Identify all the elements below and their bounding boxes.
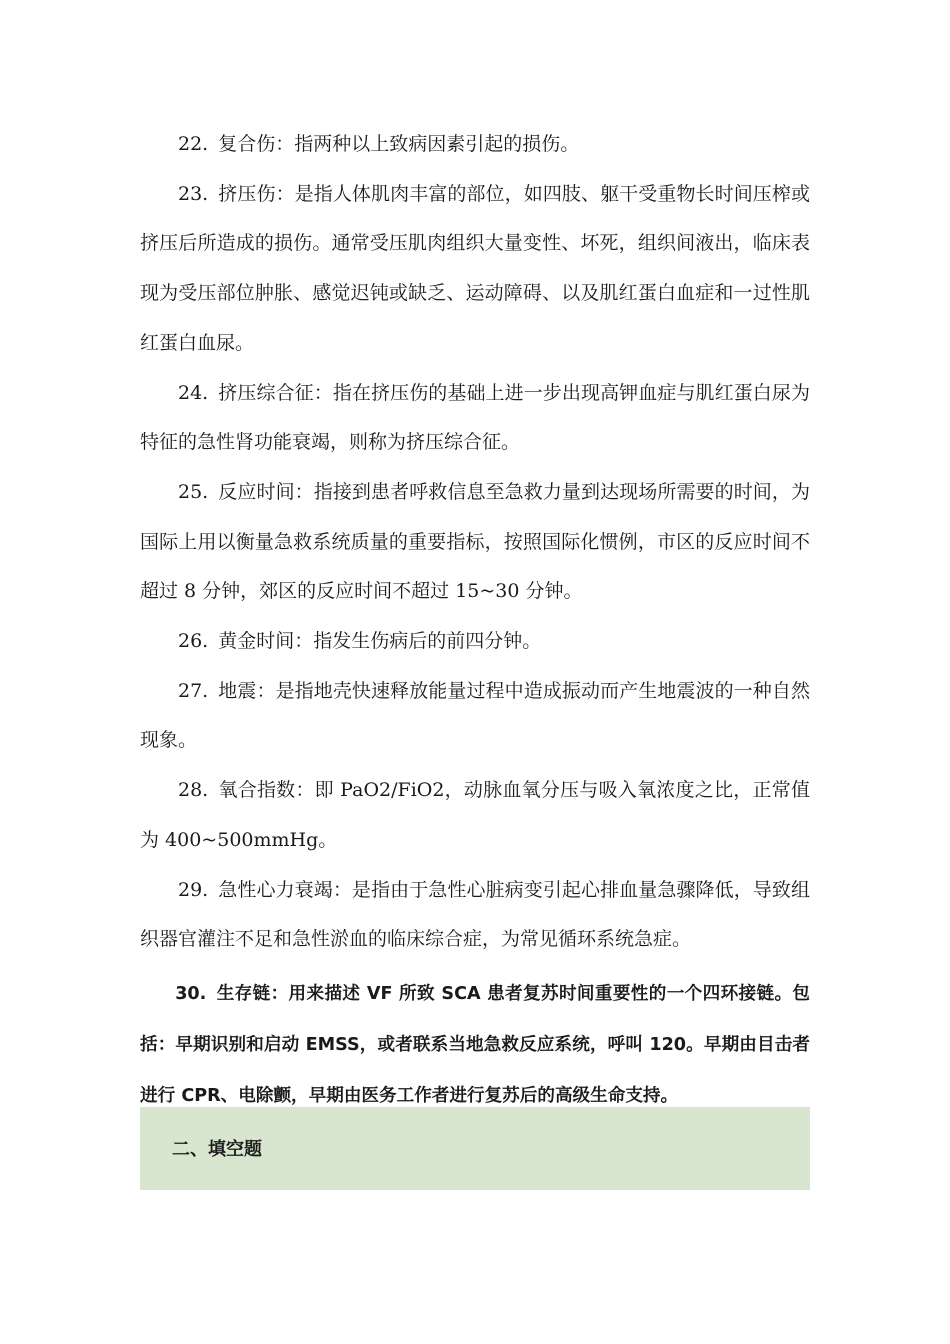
item-text: 复合伤：指两种以上致病因素引起的损伤。 bbox=[218, 133, 580, 155]
item-text: 挤压综合征：指在挤压伤的基础上进一步出现高钾血症与肌红蛋白尿为特征的急性肾功能衰竭，则称为挤压综合征。 bbox=[140, 381, 810, 454]
definition-item-22 bbox=[140, 120, 810, 170]
item-text: 黄金时间：指发生伤病后的前四分钟。 bbox=[218, 630, 542, 653]
definition-item-23 bbox=[140, 170, 810, 369]
definition-item-25 bbox=[140, 468, 810, 617]
item-number: 28. bbox=[178, 779, 209, 802]
item-text: 地震：是指地壳快速释放能量过程中造成振动而产生地震波的一种自然现象。 bbox=[140, 679, 810, 752]
section-header-band bbox=[140, 1107, 810, 1190]
item-text: 生存链：用来描述 VF 所致 SCA 患者复苏时间重要性的一个四环接链。包括：早期识别和启动 EMSS，或者联系当地急救反应系统，呼叫 120。早期由目击者进行 CPR、电除颤，早期由医务工作者进行复苏后的高级生命支持。 bbox=[140, 983, 810, 1106]
document-body bbox=[140, 120, 810, 1122]
item-number: 25. bbox=[178, 480, 209, 503]
item-text: 氧合指数：即 PaO2/FiO2，动脉血氧分压与吸入氧浓度之比，正常值为 400~500mmHg。 bbox=[140, 779, 810, 851]
item-number: 24. bbox=[178, 381, 209, 404]
item-number: 26. bbox=[178, 630, 209, 653]
definition-item-29 bbox=[140, 866, 810, 965]
item-text: 挤压伤：是指人体肌肉丰富的部位，如四肢、躯干受重物长时间压榨或挤压后所造成的损伤。通常受压肌肉组织大量变性、坏死，组织间液出，临床表现为受压部位肿胀、感觉迟钝或缺乏、运动障碍、以及肌红蛋白血症和一过性肌红蛋白血尿。 bbox=[140, 182, 810, 354]
item-text: 急性心力衰竭：是指由于急性心脏病变引起心排血量急骤降低，导致组织器官灌注不足和急性淤血的临床综合症，为常见循环系统急症。 bbox=[140, 878, 810, 951]
item-number: 30. bbox=[175, 983, 207, 1004]
section-heading: 二、填空题 bbox=[172, 1139, 262, 1160]
item-number: 23. bbox=[178, 182, 209, 205]
definition-item-26 bbox=[140, 617, 810, 667]
item-number: 27. bbox=[178, 679, 209, 702]
item-number: 22. bbox=[178, 133, 209, 155]
definition-item-28 bbox=[140, 766, 810, 865]
item-number: 29. bbox=[178, 878, 209, 901]
definition-item-27 bbox=[140, 667, 810, 766]
definition-item-24 bbox=[140, 369, 810, 468]
definition-item-30 bbox=[140, 969, 810, 1122]
item-text: 反应时间：指接到患者呼救信息至急救力量到达现场所需要的时间，为国际上用以衡量急救系统质量的重要指标，按照国际化惯例，市区的反应时间不超过 8 分钟，郊区的反应时间不超过 15~30 分钟。 bbox=[140, 480, 810, 603]
